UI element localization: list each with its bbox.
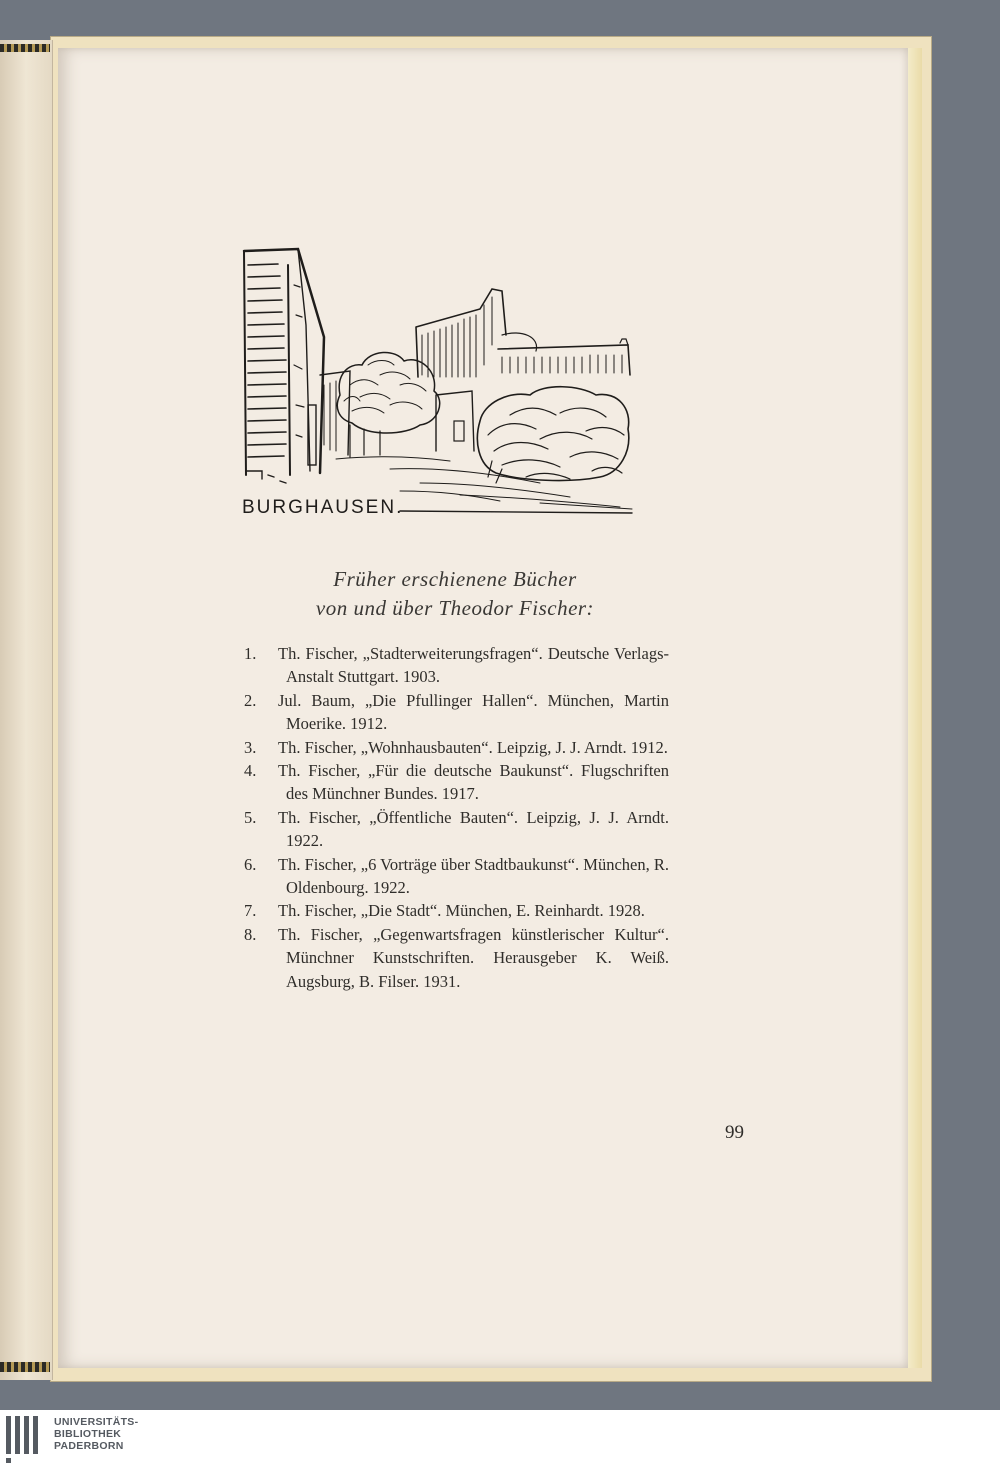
bibliography-list	[214, 642, 669, 993]
entry-number: 7.	[244, 901, 257, 921]
spine-ornament-bottom	[0, 1362, 50, 1372]
entry-number: 8.	[244, 924, 257, 944]
entry-text: Jul. Baum, „Die Pfullinger Hallen“. München, Martin Moerike. 1912.	[278, 690, 669, 734]
library-name	[54, 1416, 138, 1452]
entry-number: 3.	[244, 737, 257, 757]
entry-text: Th. Fischer, „Die Stadt“. München, E. Reinhardt. 1928.	[278, 901, 645, 921]
illustration-caption: BURGHAUSEN.	[242, 497, 404, 517]
bibliography-entry	[214, 759, 669, 806]
library-footer	[0, 1410, 1000, 1465]
entry-text: Th. Fischer, „Stadterweiterungsfragen“. Deutsche Verlags-Anstalt Stuttgart. 1903.	[278, 644, 669, 687]
entry-text: Th. Fischer, „Gegenwartsfragen künstlerischer Kultur“. Münchner Kunstschriften. Herausgeber K. Weiß. Augsburg, B. Filser. 1931.	[278, 924, 669, 991]
library-logo-icon	[6, 1416, 48, 1464]
entry-number: 4.	[244, 761, 257, 781]
section-heading-line-1: Früher erschienene Bücher	[333, 567, 577, 591]
bibliography-entry	[214, 736, 669, 759]
entry-text: Th. Fischer, „Öffentliche Bauten“. Leipzig, J. J. Arndt. 1922.	[278, 807, 669, 851]
bibliography-entry	[214, 923, 669, 993]
library-name-line-1: UNIVERSITÄTS-	[54, 1416, 139, 1428]
library-name-line-2: BIBLIOTHEK	[54, 1428, 122, 1440]
library-name-line-3: PADERBORN	[54, 1440, 124, 1452]
entry-number: 6.	[244, 854, 257, 874]
entry-text: Th. Fischer, „Wohnhausbauten“. Leipzig, J. J. Arndt. 1912.	[278, 737, 668, 757]
entry-number: 5.	[244, 807, 257, 827]
bibliography-entry	[214, 806, 669, 853]
page-number: 99	[725, 1122, 744, 1143]
section-heading-line-2: von und über Theodor Fischer:	[315, 596, 595, 620]
entry-number: 1.	[244, 644, 257, 663]
bibliography-entry	[214, 689, 669, 736]
entry-text: Th. Fischer, „Für die deutsche Baukunst“. Flugschriften des Münchner Bundes. 1917.	[278, 761, 669, 804]
spine-ornament-top	[0, 44, 50, 52]
bibliography-entry	[214, 642, 669, 689]
entry-number: 2.	[244, 690, 257, 710]
burghausen-sketch	[240, 245, 635, 517]
bibliography-entry	[214, 853, 669, 900]
book-spine	[0, 40, 53, 1380]
entry-text: Th. Fischer, „6 Vorträge über Stadtbaukunst“. München, R. Oldenbourg. 1922.	[278, 854, 669, 898]
bibliography-entry	[214, 899, 669, 922]
